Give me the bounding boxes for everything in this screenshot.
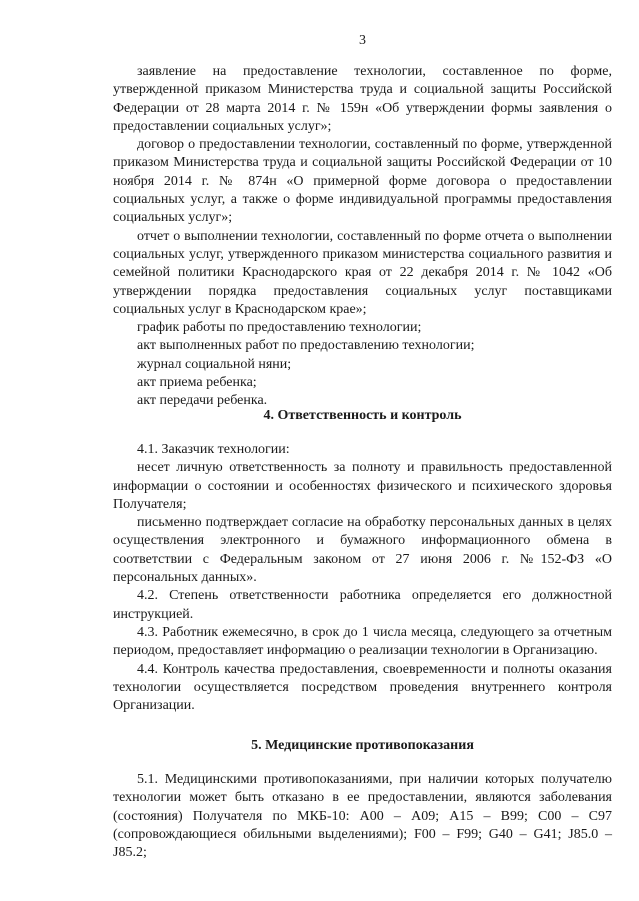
section-5-heading: 5. Медицинские противопоказания: [251, 738, 474, 753]
clause-4-3: 4.3. Работник ежемесячно, в срок до 1 числа месяца, следующего за отчетным периодом, предоставляет информацию о реализации технологии в Организацию.: [113, 624, 612, 659]
clause-4-1: 4.1. Заказчик технологии:: [137, 442, 290, 457]
section-5-body: [113, 771, 612, 862]
page-number: 3: [359, 33, 366, 48]
document-item-child-transfer-act: акт передачи ребенка.: [137, 393, 268, 409]
clause-4-1-b: письменно подтверждает согласие на обработку персональных данных в целях осуществления электронного и бумажного информационного обмена в соответствии с Федеральным законом от 27 июня 2006 г. №152-ФЗ «О персональных данных».: [113, 515, 612, 586]
document-item-nanny-journal: журнал социальной няни;: [137, 356, 292, 372]
clause-4-2: 4.2. Степень ответственности работника определяется его должностной инструкцией.: [113, 588, 612, 622]
required-documents-list: [113, 63, 612, 411]
document-item-child-reception-act: акт приема ребенка;: [137, 375, 257, 391]
document-item-work-act: акт выполненных работ по предоставлению технологии;: [137, 338, 475, 354]
document-item-contract: договор о предоставлении технологии, составленный по форме, утвержденной приказом Министерства труда и социальной защиты Российской Федерации от 10 ноября 2014 г. № 874н «О примерной форме договора о предоставлении социальных услуг, а также о форме индивидуальной программы предоставления социальных услуг»;: [113, 137, 612, 226]
clause-4-1-a: несет личную ответственность за полноту и правильность предоставленной информации о состоянии и особенностях физического и психического здоровья Получателя;: [113, 460, 612, 512]
document-item-report: отчет о выполнении технологии, составленный по форме отчета о выполнении социальных услуг, утвержденного приказом министерства социального развития и семейной политики Краснодарского края от 22 декабря 2014 г. № 1042 «Об утверждении порядка предоставления социальных услуг поставщиками социальных услуг в Краснодарском крае»;: [113, 228, 612, 317]
section-4-body: [113, 441, 612, 715]
clause-5-1: 5.1. Медицинскими противопоказаниями, при наличии которых получателю технологии может быть отказано в ее предоставлении, являются заболевания (состояния) Получателя по МКБ-10: А00 – А09; А15 – В99; С00 – С97 (сопровождающиеся обильными выделениями); F00 – F99; G40 – G41; J85.0 – J85.2;: [113, 772, 612, 861]
section-4-heading: 4. Ответственность и контроль: [263, 408, 462, 423]
clause-4-4: 4.4. Контроль качества предоставления, своевременности и полноты оказания технологии осуществляется посредством проведения внутреннего контроля Организации.: [113, 661, 612, 714]
document-item-schedule: график работы по предоставлению технологии;: [137, 320, 422, 336]
document-item-application: заявление на предоставление технологии, составленное по форме, утвержденной приказом Министерства труда и социальной защиты Российской Федерации от 28 марта 2014 г. № 159н «Об утверждении формы заявления о предоставлении социальных услуг»;: [113, 64, 612, 134]
